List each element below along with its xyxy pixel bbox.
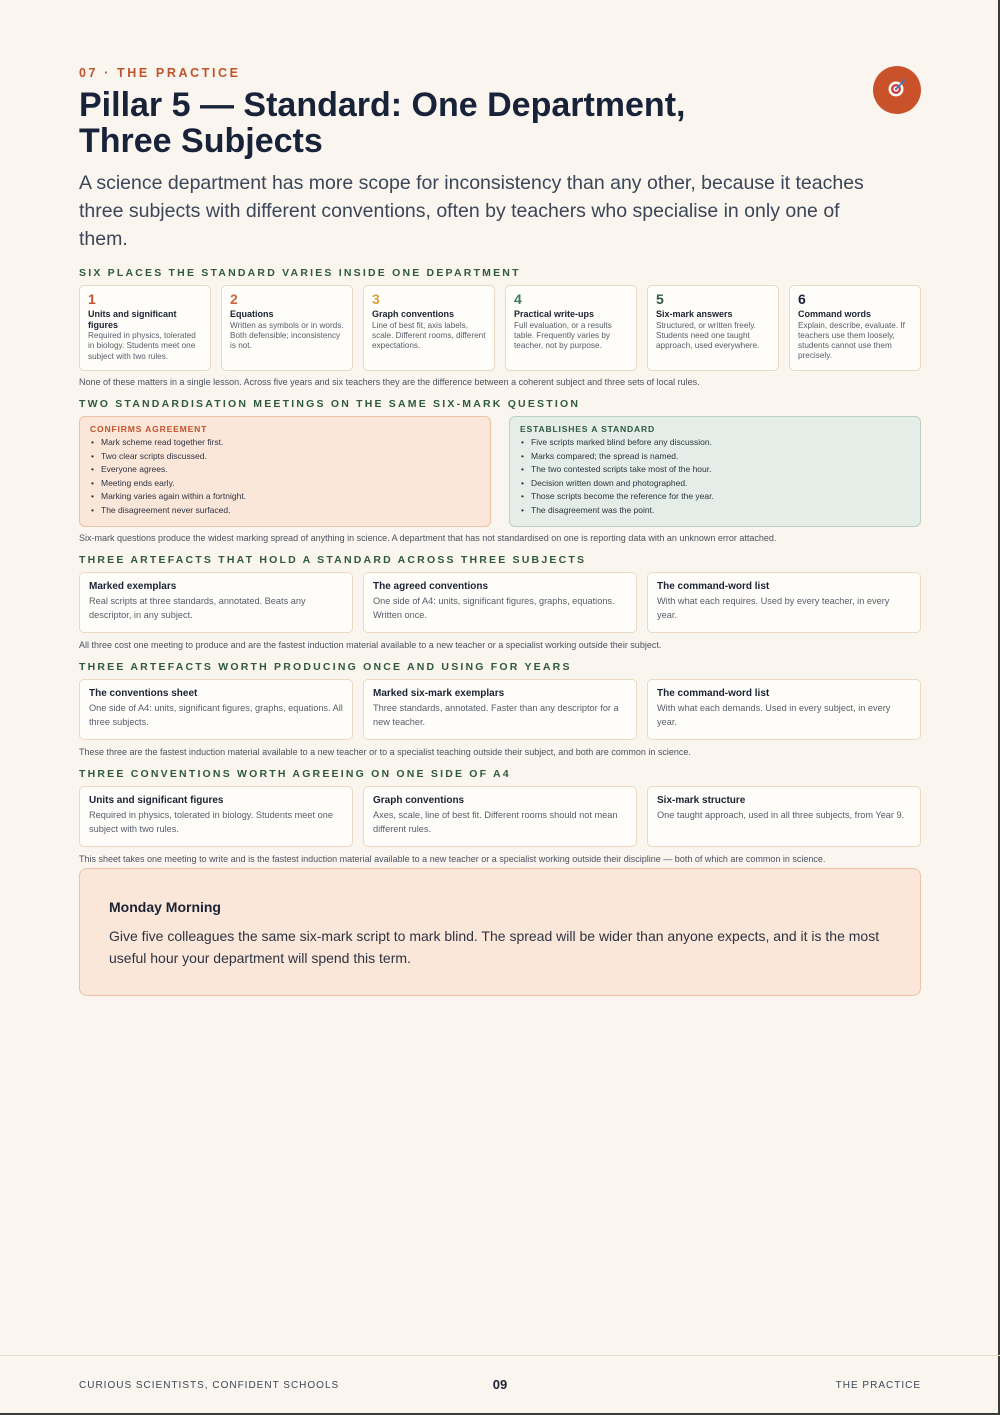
footer-section-name: THE PRACTICE [835,1380,921,1391]
panel-label: ESTABLISHES A STANDARD [520,424,656,434]
card-title: The command-word list [657,688,770,699]
artefact-card [79,679,353,740]
card-body: With what each demands. Used in every subject, in every year. [657,703,891,727]
list-item: • The disagreement never surfaced. [90,504,480,518]
note-artefacts-once: These three are the fastest induction material available to a new teacher or to a specialist teaching outside their subject, and both are common in science. [79,747,691,757]
callout-body: Give five colleagues the same six-mark script to mark blind. The spread will be wider than anyone expects, and it is the most useful hour your department will spend this term. [109,928,880,966]
card-title: Equations [230,309,274,319]
artefacts-hold-grid [79,572,921,633]
artefact-card [79,572,353,633]
card-body: Three standards, annotated. Faster than any descriptor for a new teacher. [373,703,619,727]
card-title: Marked six-mark exemplars [373,688,505,699]
card-title: Units and significant figures [89,795,224,806]
card-body: With what each requires. Used by every teacher, in every year. [657,596,890,620]
six-place-card-2 [221,285,353,371]
six-place-card-6 [789,285,921,371]
list-item: • Marking varies again within a fortnight. [90,490,480,504]
note-meetings: Six-mark questions produce the widest marking spread of anything in science. A department that has not standardised on one is reporting data with an unknown error attached. [79,533,777,543]
list-item: • Two clear scripts discussed. [90,450,480,464]
callout-title: Monday Morning [109,899,221,915]
list-item: • The disagreement was the point. [520,504,910,518]
list-item: • Meeting ends early. [90,477,480,491]
card-title: The conventions sheet [89,688,198,699]
list-item: • Marks compared; the spread is named. [520,450,910,464]
card-body: Required in physics, tolerated in biology. Students meet one subject with two rules. [89,810,333,834]
list-item: • Everyone agrees. [90,463,480,477]
section-label-six-places: SIX PLACES THE STANDARD VARIES INSIDE ONE DEPARTMENT [79,267,521,279]
artefact-card [647,679,921,740]
card-number: 2 [230,291,238,307]
card-title: The agreed conventions [373,581,489,592]
conventions-grid [79,786,921,847]
meetings-grid [79,416,921,527]
card-title: Practical write-ups [514,309,595,319]
footer-publication-title: CURIOUS SCIENTISTS, CONFIDENT SCHOOLS [79,1380,340,1391]
card-body: Axes, scale, line of best fit. Different rooms should not mean different rules. [373,810,618,834]
list-item: • The two contested scripts take most of the hour. [520,463,910,477]
list-item: • Mark scheme read together first. [90,436,480,450]
card-body: One side of A4: units, significant figures, graphs, equations. Written once. [373,596,615,620]
card-title: Marked exemplars [89,581,177,592]
note-conventions: This sheet takes one meeting to write and is the fastest induction material available to a new teacher or a specialist working outside their discipline — both of which are common in science. [79,854,826,864]
card-title: Six-mark answers [656,309,733,319]
list-item: • Those scripts become the reference for the year. [520,490,910,504]
list-item: • Five scripts marked blind before any discussion. [520,436,910,450]
card-number: 6 [798,291,806,307]
section-label-conventions: THREE CONVENTIONS WORTH AGREEING ON ONE SIDE OF A4 [79,768,511,780]
panel-label: CONFIRMS AGREEMENT [90,424,208,434]
card-title: Six-mark structure [657,795,746,806]
panel-establishes-standard [509,416,921,527]
card-number: 5 [656,291,664,307]
page-title: Pillar 5 — Standard: One Department, Three Subjects [79,86,686,160]
eyebrow: 07 · THE PRACTICE [79,66,241,80]
panel-confirms-agreement [79,416,491,527]
card-number: 4 [514,291,522,307]
badge [873,66,921,114]
card-body: Structured, or written freely. Students need one taught approach, used everywhere. [656,320,760,351]
confirms-list [90,436,480,517]
card-title: Units and significant figures [88,309,177,330]
card-body: Required in physics, tolerated in biology. Students meet one subject with two rules. [88,331,196,361]
card-body: One side of A4: units, significant figures, graphs, equations. All three subjects. [89,703,343,727]
establishes-list [520,436,910,517]
section-label-artefacts-once: THREE ARTEFACTS WORTH PRODUCING ONCE AND USING FOR YEARS [79,661,572,673]
six-place-card-1 [79,285,211,371]
six-place-card-5 [647,285,779,371]
lead-paragraph: A science department has more scope for inconsistency than any other, because it teaches three subjects with different conventions, often by teachers who specialise in only one of them. [79,172,864,250]
note-six-places: None of these matters in a single lesson. Across five years and six teachers they are the difference between a coherent subject and three sets of local rules. [79,377,700,387]
card-number: 3 [372,291,380,307]
card-body: Real scripts at three standards, annotated. Beats any descriptor, in any subject. [89,596,306,620]
card-title: Graph conventions [373,795,465,806]
page-content [79,66,921,996]
card-number: 1 [88,291,96,307]
card-title: Graph conventions [372,309,455,319]
artefact-card [647,572,921,633]
page-footer [0,1355,1000,1413]
monday-morning-callout [79,868,921,996]
artefact-card [363,679,637,740]
card-body: Explain, describe, evaluate. If teachers use them loosely, students cannot use them precisely. [798,320,905,361]
card-body: One taught approach, used in all three subjects, from Year 9. [657,810,905,820]
artefact-card [363,572,637,633]
card-body: Full evaluation, or a results table. Frequently varies by teacher, not by purpose. [514,320,612,351]
card-title: Command words [798,309,872,319]
six-place-card-4 [505,285,637,371]
convention-card [363,786,637,847]
note-artefacts-hold: All three cost one meeting to produce and are the fastest induction material available to a new teacher or a specialist working outside their subject. [79,640,662,650]
card-title: The command-word list [657,581,770,592]
target-icon [885,76,909,105]
artefacts-once-grid [79,679,921,740]
list-item: • Decision written down and photographed. [520,477,910,491]
six-place-card-3 [363,285,495,371]
convention-card [647,786,921,847]
section-label-meetings: TWO STANDARDISATION MEETINGS ON THE SAME SIX-MARK QUESTION [79,398,581,410]
page-number: 09 [492,1377,508,1392]
section-label-artefacts-hold: THREE ARTEFACTS THAT HOLD A STANDARD ACROSS THREE SUBJECTS [79,554,587,566]
card-body: Line of best fit, axis labels, scale. Different rooms, different expectations. [372,320,486,351]
six-places-grid [79,285,921,371]
card-body: Written as symbols or in words. Both defensible; inconsistency is not. [230,320,344,351]
convention-card [79,786,353,847]
